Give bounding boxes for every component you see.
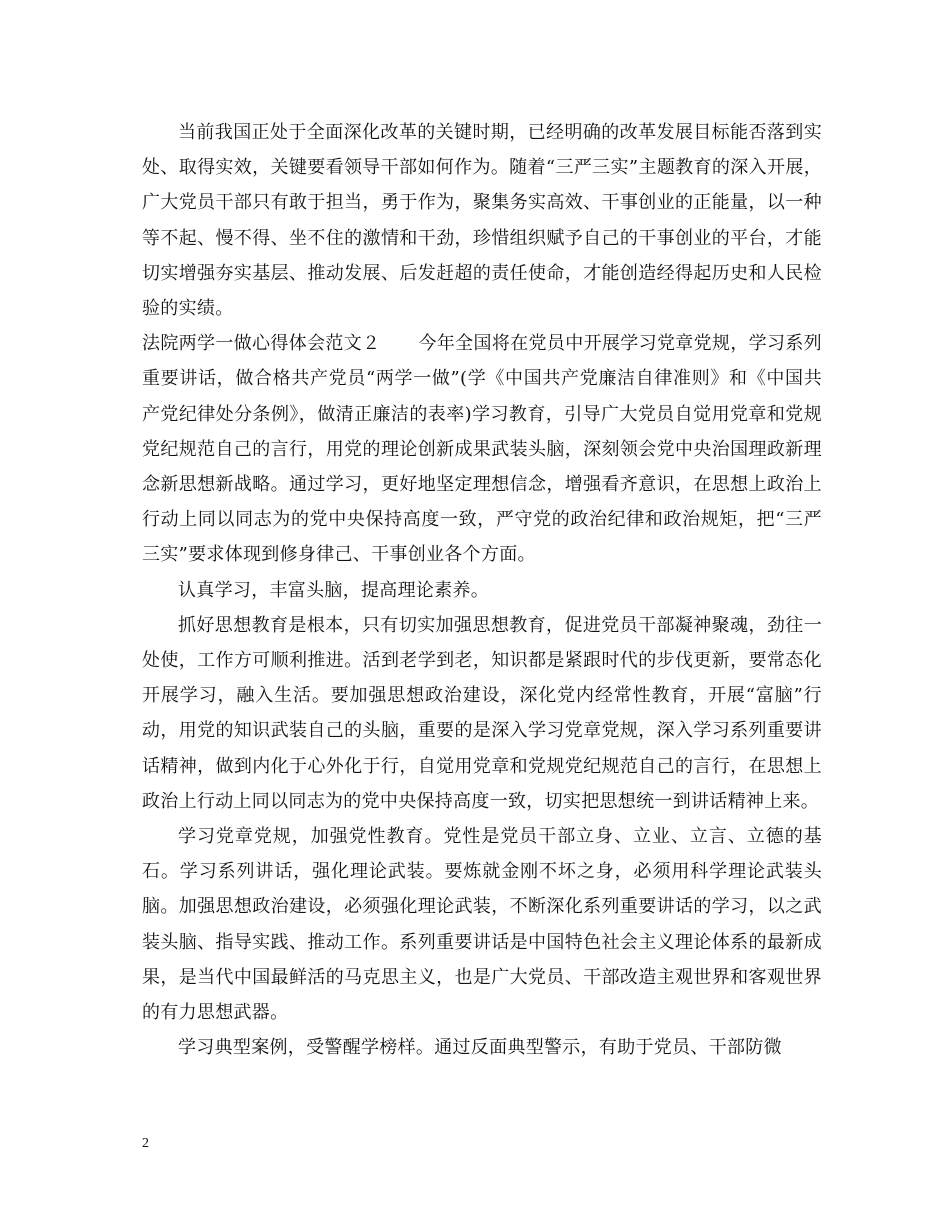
paragraph-ideological-education: 抓好思想教育是根本，只有切实加强思想教育，促进党员干部凝神聚魂，劲往一处使，工作方可顺利推进。活到老学到老，知识都是紧跟时代的步伐更新，要常态化开展学习，融入生活。要加强思想政治建设，深化党内经常性教育，开展“富脑”行动，用党的知识武装自己的头脑，重要的是深入学习党章党规，深入学习系列重要讲话精神，做到内化于心外化于行，自觉用党章和党规党纪规范自己的言行，在思想上政治上行动上同以同志为的党中央保持高度一致，切实把思想统一到讲话精神上来。 (142, 614, 822, 812)
paragraph-reform-period: 当前我国正处于全面深化改革的关键时期，已经明确的改革发展目标能否落到实处、取得实效，关键要看领导干部如何作为。随着“三严三实”主题教育的深入开展，广大党员干部只有敢于担当，勇于作为，聚集务实高效、干事创业的正能量，以一种等不起、慢不得、坐不住的激情和干劲，珍惜组织赋予自己的干事创业的平台，才能切实增强夯实基层、推动发展、后发赶超的责任使命，才能创造经得起历史和人民检验的实绩。 (142, 122, 822, 320)
paragraph-study-program (142, 326, 822, 572)
paragraph-careful-study: 认真学习，丰富头脑，提高理论素养。 (178, 579, 490, 601)
paragraph-typical-cases: 学习典型案例，受警醒学榜样。通过反面典型警示，有助于党员、干部防微 (178, 1037, 782, 1059)
page-number: 2 (142, 1136, 149, 1151)
section-heading: 法院两学一做心得体会范文２ (142, 333, 381, 355)
document-body (142, 115, 822, 1065)
paragraph-party-constitution: 学习党章党规，加强党性教育。党性是党员干部立身、立业、立言、立德的基石。学习系列讲话，强化理论武装。要炼就金刚不坏之身，必须用科学理论武装头脑。加强思想政治建设，必须强化理论武装，不断深化系列重要讲话的学习，以之武装头脑、指导实践、推动工作。系列重要讲话是中国特色社会主义理论体系的最新成果，是当代中国最鲜活的马克思主义，也是广大党员、干部改造主观世界和客观世界的有力思想武器。 (142, 826, 822, 1024)
paragraph-study-program-text: 今年全国将在党员中开展学习党章党规，学习系列重要讲话，做合格共产党员“两学一做”(学《中国共产党廉洁自律准则》和《中国共产党纪律处分条例》，做清正廉洁的表率)学习教育，引导广大党员自觉用党章和党规党纪规范自己的言行，用党的理论创新成果武装头脑，深刻领会党中央治国理政新理念新思想新战略。通过学习，更好地坚定理想信念，增强看齐意识，在思想上政治上行动上同以同志为的党中央保持高度一致，严守党的政治纪律和政治规矩，把“三严三实”要求体现到修身律己、干事创业各个方面。 (142, 333, 822, 566)
